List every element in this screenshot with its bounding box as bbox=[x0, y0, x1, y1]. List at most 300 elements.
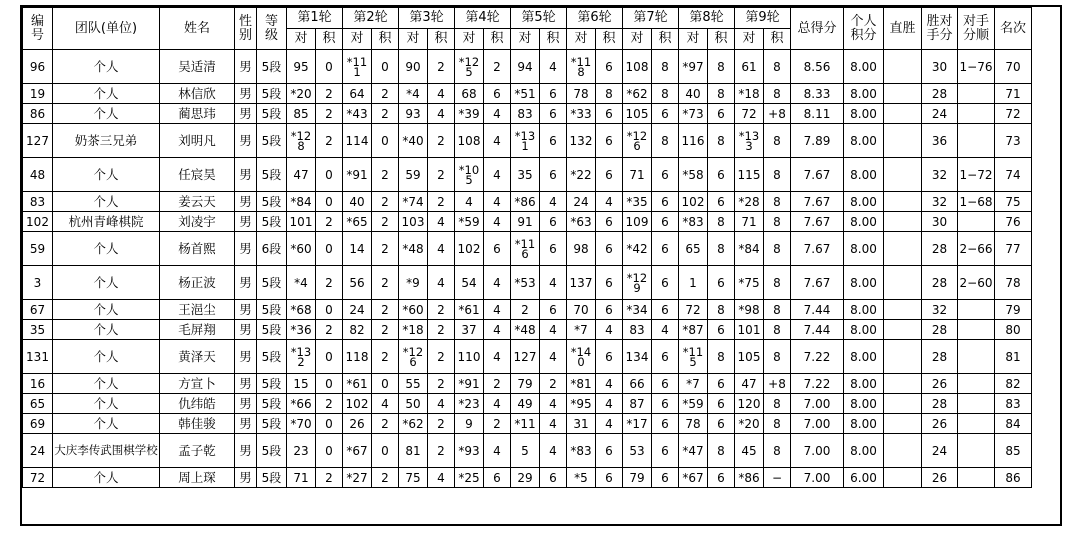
cell-round-9-points: 8 bbox=[764, 192, 791, 212]
cell-gender: 男 bbox=[235, 84, 257, 104]
cell-gender: 男 bbox=[235, 124, 257, 158]
col-header-opp: 对 bbox=[623, 29, 652, 50]
cell-direct bbox=[884, 212, 922, 232]
cell-round-5-points: 4 bbox=[540, 192, 567, 212]
cell-team: 个人 bbox=[53, 232, 160, 266]
cell-personal: 8.00 bbox=[844, 212, 884, 232]
table-row bbox=[23, 300, 1032, 320]
table-row bbox=[23, 192, 1032, 212]
cell-round-9-opponent: *86 bbox=[735, 468, 764, 488]
cell-round-6-points: 6 bbox=[596, 468, 623, 488]
table-row bbox=[23, 340, 1032, 374]
col-header-place: 名次 bbox=[995, 8, 1032, 50]
col-header-round-8: 第8轮 bbox=[679, 8, 735, 29]
cell-round-6-points: 4 bbox=[596, 394, 623, 414]
cell-opp-score: 28 bbox=[922, 394, 958, 414]
cell-round-7-points: 8 bbox=[652, 124, 679, 158]
cell-id: 59 bbox=[23, 232, 53, 266]
cell-total: 7.67 bbox=[791, 192, 844, 212]
cell-name: 刘凌宇 bbox=[160, 212, 235, 232]
col-header-opp: 对 bbox=[735, 29, 764, 50]
cell-rank: 5段 bbox=[257, 374, 287, 394]
cell-direct bbox=[884, 434, 922, 468]
table-row bbox=[23, 158, 1032, 192]
cell-round-5-points: 6 bbox=[540, 232, 567, 266]
cell-round-9-points: 8 bbox=[764, 124, 791, 158]
cell-round-2-opponent: 26 bbox=[343, 414, 372, 434]
opponent-line: *11 bbox=[682, 344, 704, 359]
cell-round-7-points: 6 bbox=[652, 414, 679, 434]
cell-round-4-opponent: *25 bbox=[455, 468, 484, 488]
cell-round-8-opponent: 102 bbox=[679, 192, 708, 212]
cell-round-8-opponent: 1 bbox=[679, 266, 708, 300]
table-row bbox=[23, 266, 1032, 300]
cell-round-8-points: 8 bbox=[708, 232, 735, 266]
cell-round-5-opponent: *53 bbox=[511, 266, 540, 300]
cell-gender: 男 bbox=[235, 212, 257, 232]
cell-id: 83 bbox=[23, 192, 53, 212]
cell-round-8-points: 6 bbox=[708, 468, 735, 488]
cell-round-9-points: − bbox=[764, 468, 791, 488]
cell-round-6-opponent: *83 bbox=[567, 434, 596, 468]
col-header-opp-order-text: 对手分顺 bbox=[962, 13, 989, 43]
col-header-round-6: 第6轮 bbox=[567, 8, 623, 29]
cell-round-9-opponent: *28 bbox=[735, 192, 764, 212]
cell-round-4-points: 4 bbox=[484, 394, 511, 414]
cell-id: 24 bbox=[23, 434, 53, 468]
cell-round-3-points: 2 bbox=[428, 158, 455, 192]
cell-rank: 5段 bbox=[257, 394, 287, 414]
cell-personal: 6.00 bbox=[844, 468, 884, 488]
cell-round-8-opponent: 116 bbox=[679, 124, 708, 158]
cell-round-5-opponent: 94 bbox=[511, 50, 540, 84]
cell-gender: 男 bbox=[235, 340, 257, 374]
cell-team: 个人 bbox=[53, 394, 160, 414]
cell-team: 个人 bbox=[53, 192, 160, 212]
cell-opp-order bbox=[958, 300, 995, 320]
opponent-line: 5 bbox=[465, 172, 473, 187]
cell-round-1-points: 0 bbox=[316, 414, 343, 434]
cell-personal: 8.00 bbox=[844, 124, 884, 158]
cell-name: 杨首熙 bbox=[160, 232, 235, 266]
cell-round-9-opponent: *84 bbox=[735, 232, 764, 266]
cell-round-9-points: 8 bbox=[764, 212, 791, 232]
cell-team: 个人 bbox=[53, 266, 160, 300]
cell-round-9-opponent: *18 bbox=[735, 84, 764, 104]
cell-round-3-points: 2 bbox=[428, 192, 455, 212]
cell-opp-order: 1−68 bbox=[958, 192, 995, 212]
cell-rank: 5段 bbox=[257, 340, 287, 374]
cell-total: 7.44 bbox=[791, 320, 844, 340]
cell-total: 8.33 bbox=[791, 84, 844, 104]
cell-round-1-opponent: 15 bbox=[287, 374, 316, 394]
cell-round-2-opponent: 102 bbox=[343, 394, 372, 414]
cell-round-7-opponent: *42 bbox=[623, 232, 652, 266]
cell-round-6-points: 6 bbox=[596, 300, 623, 320]
cell-round-6-opponent: *33 bbox=[567, 104, 596, 124]
cell-round-1-points: 2 bbox=[316, 124, 343, 158]
cell-team: 个人 bbox=[53, 158, 160, 192]
cell-round-3-points: 4 bbox=[428, 104, 455, 124]
cell-place: 78 bbox=[995, 266, 1032, 300]
table-row bbox=[23, 414, 1032, 434]
cell-round-5-opponent: *86 bbox=[511, 192, 540, 212]
cell-round-8-opponent: *97 bbox=[679, 50, 708, 84]
cell-id: 96 bbox=[23, 50, 53, 84]
col-header-opp-score bbox=[922, 8, 958, 50]
cell-direct bbox=[884, 84, 922, 104]
col-header-gender bbox=[235, 8, 257, 50]
cell-rank: 5段 bbox=[257, 104, 287, 124]
cell-total: 7.00 bbox=[791, 434, 844, 468]
cell-direct bbox=[884, 394, 922, 414]
table-row bbox=[23, 104, 1032, 124]
cell-round-1-opponent: *20 bbox=[287, 84, 316, 104]
cell-round-4-opponent: 108 bbox=[455, 124, 484, 158]
cell-id: 3 bbox=[23, 266, 53, 300]
cell-round-6-opponent bbox=[567, 50, 596, 84]
cell-round-2-opponent: 114 bbox=[343, 124, 372, 158]
cell-opp-score: 36 bbox=[922, 124, 958, 158]
cell-round-8-opponent: 72 bbox=[679, 300, 708, 320]
cell-round-3-points: 2 bbox=[428, 124, 455, 158]
cell-place: 72 bbox=[995, 104, 1032, 124]
cell-opp-order: 2−60 bbox=[958, 266, 995, 300]
cell-round-2-opponent: 82 bbox=[343, 320, 372, 340]
cell-round-4-points: 2 bbox=[484, 50, 511, 84]
cell-round-4-opponent: *23 bbox=[455, 394, 484, 414]
cell-round-9-points: 8 bbox=[764, 50, 791, 84]
table-row bbox=[23, 212, 1032, 232]
cell-round-7-opponent: 134 bbox=[623, 340, 652, 374]
cell-round-1-opponent: *36 bbox=[287, 320, 316, 340]
opponent-line: 6 bbox=[521, 246, 529, 261]
cell-id: 86 bbox=[23, 104, 53, 124]
cell-gender: 男 bbox=[235, 414, 257, 434]
cell-round-9-opponent: 45 bbox=[735, 434, 764, 468]
cell-round-1-opponent bbox=[287, 124, 316, 158]
cell-round-5-opponent: *51 bbox=[511, 84, 540, 104]
cell-opp-order bbox=[958, 104, 995, 124]
cell-round-2-points: 0 bbox=[372, 434, 399, 468]
cell-round-9-opponent: *20 bbox=[735, 414, 764, 434]
cell-round-5-points: 4 bbox=[540, 266, 567, 300]
cell-id: 16 bbox=[23, 374, 53, 394]
cell-round-9-opponent: 120 bbox=[735, 394, 764, 414]
cell-round-8-points: 8 bbox=[708, 212, 735, 232]
cell-opp-score: 32 bbox=[922, 158, 958, 192]
opponent-line: *13 bbox=[514, 128, 536, 143]
cell-round-9-opponent: 115 bbox=[735, 158, 764, 192]
cell-round-3-points: 4 bbox=[428, 468, 455, 488]
cell-round-3-points: 2 bbox=[428, 374, 455, 394]
cell-round-9-points: +8 bbox=[764, 104, 791, 124]
cell-team: 杭州青峰棋院 bbox=[53, 212, 160, 232]
cell-direct bbox=[884, 104, 922, 124]
cell-rank: 5段 bbox=[257, 124, 287, 158]
opponent-line: 1 bbox=[353, 64, 361, 79]
cell-total: 7.67 bbox=[791, 212, 844, 232]
cell-round-5-opponent: 2 bbox=[511, 300, 540, 320]
cell-personal: 8.00 bbox=[844, 374, 884, 394]
cell-round-6-points: 6 bbox=[596, 50, 623, 84]
table-row bbox=[23, 232, 1032, 266]
cell-round-8-points: 8 bbox=[708, 84, 735, 104]
cell-round-2-points: 2 bbox=[372, 104, 399, 124]
cell-round-2-points: 0 bbox=[372, 374, 399, 394]
cell-opp-order bbox=[958, 320, 995, 340]
cell-round-4-opponent: 4 bbox=[455, 192, 484, 212]
col-header-total: 总得分 bbox=[791, 8, 844, 50]
col-header-personal-text: 个人积分 bbox=[850, 13, 877, 43]
cell-total: 7.00 bbox=[791, 414, 844, 434]
cell-rank: 5段 bbox=[257, 320, 287, 340]
cell-round-7-opponent: 66 bbox=[623, 374, 652, 394]
col-header-direct: 直胜 bbox=[884, 8, 922, 50]
cell-round-1-points: 2 bbox=[316, 212, 343, 232]
cell-round-3-opponent: 81 bbox=[399, 434, 428, 468]
cell-total: 8.56 bbox=[791, 50, 844, 84]
cell-opp-order bbox=[958, 124, 995, 158]
cell-id: 72 bbox=[23, 468, 53, 488]
cell-place: 84 bbox=[995, 414, 1032, 434]
cell-round-6-opponent: 31 bbox=[567, 414, 596, 434]
col-header-opp: 对 bbox=[455, 29, 484, 50]
cell-round-8-opponent: *59 bbox=[679, 394, 708, 414]
cell-round-5-points: 6 bbox=[540, 158, 567, 192]
cell-opp-order bbox=[958, 434, 995, 468]
cell-round-2-points: 2 bbox=[372, 192, 399, 212]
table-row bbox=[23, 374, 1032, 394]
cell-round-1-points: 2 bbox=[316, 468, 343, 488]
cell-total: 7.89 bbox=[791, 124, 844, 158]
opponent-line: *10 bbox=[458, 162, 480, 177]
cell-direct bbox=[884, 468, 922, 488]
cell-round-7-points: 6 bbox=[652, 192, 679, 212]
cell-round-4-points: 4 bbox=[484, 300, 511, 320]
cell-round-7-opponent bbox=[623, 124, 652, 158]
cell-name: 仇纬皓 bbox=[160, 394, 235, 414]
cell-round-8-points: 6 bbox=[708, 374, 735, 394]
table-row bbox=[23, 394, 1032, 414]
cell-opp-score: 28 bbox=[922, 232, 958, 266]
cell-gender: 男 bbox=[235, 300, 257, 320]
cell-round-5-opponent: 35 bbox=[511, 158, 540, 192]
cell-round-7-opponent: *34 bbox=[623, 300, 652, 320]
cell-team: 个人 bbox=[53, 104, 160, 124]
cell-personal: 8.00 bbox=[844, 394, 884, 414]
cell-gender: 男 bbox=[235, 50, 257, 84]
cell-round-6-opponent: *5 bbox=[567, 468, 596, 488]
opponent-line: *11 bbox=[570, 54, 592, 69]
cell-name: 林信欣 bbox=[160, 84, 235, 104]
cell-name: 毛屏翔 bbox=[160, 320, 235, 340]
cell-round-5-points: 6 bbox=[540, 84, 567, 104]
cell-round-7-points: 6 bbox=[652, 212, 679, 232]
cell-opp-score: 24 bbox=[922, 434, 958, 468]
cell-round-9-opponent: 71 bbox=[735, 212, 764, 232]
opponent-line: *12 bbox=[458, 54, 480, 69]
cell-round-5-points: 6 bbox=[540, 212, 567, 232]
col-header-pts: 积 bbox=[764, 29, 791, 50]
cell-round-1-points: 0 bbox=[316, 192, 343, 212]
cell-round-6-opponent: 137 bbox=[567, 266, 596, 300]
cell-direct bbox=[884, 374, 922, 394]
cell-round-6-points: 6 bbox=[596, 104, 623, 124]
cell-gender: 男 bbox=[235, 434, 257, 468]
cell-round-7-points: 6 bbox=[652, 232, 679, 266]
cell-opp-score: 26 bbox=[922, 414, 958, 434]
cell-round-3-points: 2 bbox=[428, 414, 455, 434]
cell-round-5-points: 6 bbox=[540, 124, 567, 158]
cell-round-3-opponent: 90 bbox=[399, 50, 428, 84]
cell-personal: 8.00 bbox=[844, 232, 884, 266]
cell-round-3-points: 4 bbox=[428, 266, 455, 300]
cell-round-1-opponent: *70 bbox=[287, 414, 316, 434]
cell-rank: 5段 bbox=[257, 158, 287, 192]
col-header-round-7: 第7轮 bbox=[623, 8, 679, 29]
cell-round-2-opponent: *43 bbox=[343, 104, 372, 124]
cell-round-7-opponent: 105 bbox=[623, 104, 652, 124]
cell-round-2-opponent bbox=[343, 50, 372, 84]
cell-id: 35 bbox=[23, 320, 53, 340]
cell-gender: 男 bbox=[235, 468, 257, 488]
col-header-rank bbox=[257, 8, 287, 50]
opponent-line: *13 bbox=[738, 128, 760, 143]
cell-round-9-points: 8 bbox=[764, 434, 791, 468]
results-body bbox=[23, 50, 1032, 488]
cell-round-6-points: 6 bbox=[596, 340, 623, 374]
col-header-opp: 对 bbox=[679, 29, 708, 50]
cell-place: 80 bbox=[995, 320, 1032, 340]
cell-total: 7.67 bbox=[791, 266, 844, 300]
cell-round-3-opponent bbox=[399, 340, 428, 374]
cell-round-3-points: 2 bbox=[428, 300, 455, 320]
opponent-line: *12 bbox=[626, 270, 648, 285]
opponent-line: 3 bbox=[745, 138, 753, 153]
cell-place: 79 bbox=[995, 300, 1032, 320]
cell-round-5-opponent bbox=[511, 124, 540, 158]
cell-round-5-opponent: 83 bbox=[511, 104, 540, 124]
cell-round-7-points: 8 bbox=[652, 84, 679, 104]
col-header-round-3: 第3轮 bbox=[399, 8, 455, 29]
col-header-pts: 积 bbox=[316, 29, 343, 50]
opponent-line: 8 bbox=[297, 138, 305, 153]
cell-round-4-opponent: 37 bbox=[455, 320, 484, 340]
cell-round-3-opponent: 55 bbox=[399, 374, 428, 394]
cell-round-1-points: 0 bbox=[316, 232, 343, 266]
cell-round-2-points: 2 bbox=[372, 158, 399, 192]
cell-round-6-points: 6 bbox=[596, 158, 623, 192]
cell-round-2-points: 0 bbox=[372, 50, 399, 84]
opponent-line: 8 bbox=[577, 64, 585, 79]
cell-round-6-opponent: 132 bbox=[567, 124, 596, 158]
cell-round-8-points: 8 bbox=[708, 340, 735, 374]
table-row bbox=[23, 468, 1032, 488]
cell-name: 韩佳骏 bbox=[160, 414, 235, 434]
cell-round-8-opponent: *67 bbox=[679, 468, 708, 488]
cell-team: 个人 bbox=[53, 84, 160, 104]
cell-round-8-opponent: 78 bbox=[679, 414, 708, 434]
cell-round-9-opponent: 72 bbox=[735, 104, 764, 124]
cell-round-1-points: 2 bbox=[316, 394, 343, 414]
cell-round-4-opponent bbox=[455, 50, 484, 84]
col-header-pts: 积 bbox=[708, 29, 735, 50]
cell-round-4-points: 4 bbox=[484, 158, 511, 192]
cell-round-7-points: 6 bbox=[652, 104, 679, 124]
cell-personal: 8.00 bbox=[844, 84, 884, 104]
col-header-pts: 积 bbox=[596, 29, 623, 50]
cell-place: 73 bbox=[995, 124, 1032, 158]
col-header-opp: 对 bbox=[287, 29, 316, 50]
cell-round-6-points: 8 bbox=[596, 84, 623, 104]
cell-round-3-points: 4 bbox=[428, 84, 455, 104]
cell-round-1-opponent: 95 bbox=[287, 50, 316, 84]
cell-personal: 8.00 bbox=[844, 414, 884, 434]
cell-direct bbox=[884, 124, 922, 158]
cell-name: 吴适清 bbox=[160, 50, 235, 84]
cell-opp-score: 28 bbox=[922, 320, 958, 340]
col-header-opp: 对 bbox=[399, 29, 428, 50]
cell-rank: 5段 bbox=[257, 212, 287, 232]
cell-round-8-opponent bbox=[679, 340, 708, 374]
cell-gender: 男 bbox=[235, 232, 257, 266]
cell-round-1-points: 0 bbox=[316, 50, 343, 84]
cell-round-3-opponent: *48 bbox=[399, 232, 428, 266]
cell-round-7-opponent: 109 bbox=[623, 212, 652, 232]
cell-round-4-points: 4 bbox=[484, 320, 511, 340]
results-table-frame bbox=[20, 5, 1062, 526]
cell-place: 76 bbox=[995, 212, 1032, 232]
cell-round-7-points: 6 bbox=[652, 266, 679, 300]
cell-round-8-points: 6 bbox=[708, 266, 735, 300]
cell-personal: 8.00 bbox=[844, 158, 884, 192]
cell-round-2-opponent: *65 bbox=[343, 212, 372, 232]
cell-name: 方宣卜 bbox=[160, 374, 235, 394]
col-header-team: 团队(单位) bbox=[53, 8, 160, 50]
cell-round-8-points: 6 bbox=[708, 414, 735, 434]
cell-round-4-opponent: *59 bbox=[455, 212, 484, 232]
cell-gender: 男 bbox=[235, 374, 257, 394]
cell-round-3-opponent: 93 bbox=[399, 104, 428, 124]
cell-round-6-opponent: *22 bbox=[567, 158, 596, 192]
table-row bbox=[23, 124, 1032, 158]
cell-round-8-points: 6 bbox=[708, 104, 735, 124]
cell-total: 7.67 bbox=[791, 158, 844, 192]
cell-round-3-opponent: *9 bbox=[399, 266, 428, 300]
cell-opp-order bbox=[958, 468, 995, 488]
cell-round-8-opponent: *73 bbox=[679, 104, 708, 124]
cell-id: 127 bbox=[23, 124, 53, 158]
cell-id: 48 bbox=[23, 158, 53, 192]
cell-round-5-opponent: 79 bbox=[511, 374, 540, 394]
cell-round-9-opponent: 61 bbox=[735, 50, 764, 84]
cell-opp-order bbox=[958, 414, 995, 434]
cell-round-6-points: 6 bbox=[596, 266, 623, 300]
cell-opp-order bbox=[958, 374, 995, 394]
cell-round-9-points: 8 bbox=[764, 84, 791, 104]
cell-round-8-points: 8 bbox=[708, 50, 735, 84]
cell-round-3-points: 4 bbox=[428, 394, 455, 414]
cell-round-9-opponent: 47 bbox=[735, 374, 764, 394]
opponent-line: *14 bbox=[570, 344, 592, 359]
cell-direct bbox=[884, 266, 922, 300]
cell-round-5-points: 6 bbox=[540, 300, 567, 320]
cell-round-6-points: 6 bbox=[596, 124, 623, 158]
cell-place: 85 bbox=[995, 434, 1032, 468]
cell-round-1-opponent: *4 bbox=[287, 266, 316, 300]
col-header-round-1: 第1轮 bbox=[287, 8, 343, 29]
